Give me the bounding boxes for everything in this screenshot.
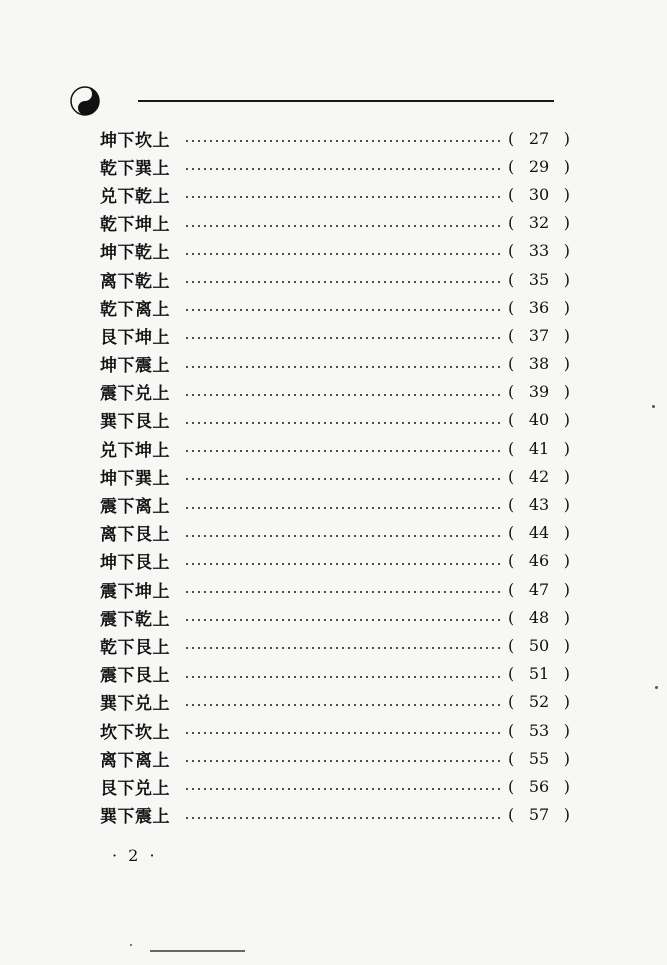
- page-number: 32: [528, 213, 550, 233]
- toc-entry: [100, 462, 570, 490]
- dot-leader: [184, 676, 500, 678]
- dot-leader: [184, 337, 500, 339]
- page-number: 53: [528, 720, 550, 740]
- open-paren: (: [508, 805, 515, 825]
- scan-speck: [130, 944, 132, 946]
- page-number: 33: [528, 241, 550, 261]
- close-paren: ): [563, 635, 570, 655]
- toc-entry: [100, 772, 570, 800]
- toc-entry-title: 震下离上: [100, 497, 170, 518]
- table-of-contents: [100, 124, 570, 829]
- open-paren: (: [508, 776, 515, 796]
- toc-entry: [100, 744, 570, 772]
- dot-leader: [184, 366, 500, 368]
- toc-entry: [100, 124, 570, 152]
- close-paren: ): [563, 523, 570, 543]
- open-paren: (: [508, 184, 515, 204]
- page-number: 40: [528, 410, 550, 430]
- close-paren: ): [563, 438, 570, 458]
- toc-entry-page: [508, 664, 570, 683]
- toc-entry-page: [508, 270, 570, 289]
- toc-entry-page: [508, 410, 570, 429]
- toc-entry-page: [508, 354, 570, 373]
- toc-entry: [100, 547, 570, 575]
- dot-leader: [184, 140, 500, 142]
- close-paren: ): [563, 354, 570, 374]
- toc-entry-page: [508, 523, 570, 542]
- toc-entry-page: [508, 213, 570, 232]
- toc-entry: [100, 688, 570, 716]
- toc-entry-title: 乾下巽上: [100, 158, 170, 179]
- close-paren: ): [563, 269, 570, 289]
- toc-entry-page: [508, 326, 570, 345]
- header-rule: [138, 100, 554, 102]
- toc-entry-title: 坤下乾上: [100, 243, 170, 264]
- toc-entry: [100, 293, 570, 321]
- toc-entry-page: [508, 608, 570, 627]
- bottom-rule: [150, 950, 245, 952]
- open-paren: (: [508, 466, 515, 486]
- page-number: 44: [528, 523, 550, 543]
- toc-entry-title: 震下兑上: [100, 384, 170, 405]
- page-number: 36: [528, 297, 550, 317]
- dot-leader: [184, 563, 500, 565]
- open-paren: (: [508, 297, 515, 317]
- page-number: 47: [528, 579, 550, 599]
- page-number: 51: [528, 664, 550, 684]
- toc-entry-title: 坤下震上: [100, 356, 170, 377]
- page-number: 52: [528, 692, 550, 712]
- dot-leader: [184, 281, 500, 283]
- close-paren: ): [563, 495, 570, 515]
- dot-leader: [184, 704, 500, 706]
- toc-entry-title: 艮下坤上: [100, 327, 170, 348]
- toc-entry: [100, 406, 570, 434]
- dot-leader: [184, 422, 500, 424]
- open-paren: (: [508, 241, 515, 261]
- open-paren: (: [508, 382, 515, 402]
- dot-leader: [184, 535, 500, 537]
- toc-entry-page: [508, 805, 570, 824]
- toc-entry: [100, 660, 570, 688]
- open-paren: (: [508, 635, 515, 655]
- toc-entry: [100, 180, 570, 208]
- toc-entry-page: [508, 241, 570, 260]
- dot-leader: [184, 619, 500, 621]
- dot-leader: [184, 309, 500, 311]
- toc-entry-page: [508, 298, 570, 317]
- dot-leader: [184, 788, 500, 790]
- close-paren: ): [563, 579, 570, 599]
- toc-entry-title: 离下艮上: [100, 525, 170, 546]
- taiji-icon: [70, 86, 100, 116]
- toc-entry-page: [508, 749, 570, 768]
- dot-leader: [184, 760, 500, 762]
- close-paren: ): [563, 382, 570, 402]
- close-paren: ): [563, 664, 570, 684]
- open-paren: (: [508, 410, 515, 430]
- toc-entry-page: [508, 495, 570, 514]
- close-paren: ): [563, 776, 570, 796]
- open-paren: (: [508, 156, 515, 176]
- toc-entry: [100, 265, 570, 293]
- open-paren: (: [508, 128, 515, 148]
- toc-entry: [100, 209, 570, 237]
- open-paren: (: [508, 354, 515, 374]
- toc-entry: [100, 321, 570, 349]
- page-number: 46: [528, 551, 550, 571]
- toc-entry-title: 乾下离上: [100, 299, 170, 320]
- toc-entry-page: [508, 777, 570, 796]
- dot-leader: [184, 450, 500, 452]
- dot-leader: [184, 591, 500, 593]
- toc-entry-page: [508, 551, 570, 570]
- open-paren: (: [508, 664, 515, 684]
- close-paren: ): [563, 692, 570, 712]
- toc-entry-title: 艮下兑上: [100, 778, 170, 799]
- toc-entry-page: [508, 439, 570, 458]
- toc-entry: [100, 237, 570, 265]
- page-number: 37: [528, 325, 550, 345]
- toc-entry-page: [508, 636, 570, 655]
- close-paren: ): [563, 128, 570, 148]
- toc-entry-title: 坎下坎上: [100, 722, 170, 743]
- toc-entry: [100, 575, 570, 603]
- toc-entry: [100, 152, 570, 180]
- toc-entry-page: [508, 185, 570, 204]
- close-paren: ): [563, 156, 570, 176]
- page-number: 30: [528, 184, 550, 204]
- open-paren: (: [508, 692, 515, 712]
- close-paren: ): [563, 410, 570, 430]
- page-number: 56: [528, 776, 550, 796]
- toc-entry-page: [508, 580, 570, 599]
- close-paren: ): [563, 184, 570, 204]
- toc-entry: [100, 378, 570, 406]
- page-number: 43: [528, 495, 550, 515]
- toc-entry: [100, 716, 570, 744]
- toc-entry: [100, 519, 570, 547]
- toc-entry-title: 乾下坤上: [100, 215, 170, 236]
- toc-entry-title: 坤下坎上: [100, 130, 170, 151]
- dot-leader: [184, 507, 500, 509]
- page-number: 35: [528, 269, 550, 289]
- toc-entry-title: 震下乾上: [100, 609, 170, 630]
- close-paren: ): [563, 241, 570, 261]
- page-folio: · 2 ·: [112, 846, 158, 865]
- close-paren: ): [563, 805, 570, 825]
- scan-speck: [655, 686, 658, 689]
- toc-entry-title: 巽下艮上: [100, 412, 170, 433]
- toc-entry-title: 离下离上: [100, 750, 170, 771]
- open-paren: (: [508, 495, 515, 515]
- toc-entry-title: 兑下坤上: [100, 440, 170, 461]
- page-number: 41: [528, 438, 550, 458]
- dot-leader: [184, 732, 500, 734]
- dot-leader: [184, 478, 500, 480]
- dot-leader: [184, 168, 500, 170]
- close-paren: ): [563, 466, 570, 486]
- close-paren: ): [563, 607, 570, 627]
- toc-entry-page: [508, 467, 570, 486]
- dot-leader: [184, 225, 500, 227]
- toc-entry-page: [508, 692, 570, 711]
- open-paren: (: [508, 607, 515, 627]
- toc-entry-page: [508, 157, 570, 176]
- open-paren: (: [508, 213, 515, 233]
- toc-entry-title: 乾下艮上: [100, 637, 170, 658]
- toc-entry-title: 巽下震上: [100, 807, 170, 828]
- toc-entry-title: 震下坤上: [100, 581, 170, 602]
- toc-entry-title: 震下艮上: [100, 666, 170, 687]
- page-number: 57: [528, 805, 550, 825]
- toc-entry-title: 离下乾上: [100, 271, 170, 292]
- toc-entry: [100, 631, 570, 659]
- dot-leader: [184, 196, 500, 198]
- open-paren: (: [508, 551, 515, 571]
- toc-entry-page: [508, 129, 570, 148]
- page-number: 50: [528, 635, 550, 655]
- close-paren: ): [563, 748, 570, 768]
- toc-entry: [100, 350, 570, 378]
- dot-leader: [184, 394, 500, 396]
- toc-entry-page: [508, 721, 570, 740]
- page-number: 48: [528, 607, 550, 627]
- toc-entry-title: 坤下艮上: [100, 553, 170, 574]
- close-paren: ): [563, 297, 570, 317]
- toc-entry: [100, 801, 570, 829]
- toc-entry-title: 巽下兑上: [100, 694, 170, 715]
- open-paren: (: [508, 438, 515, 458]
- page-number: 39: [528, 382, 550, 402]
- page-number: 29: [528, 156, 550, 176]
- open-paren: (: [508, 325, 515, 345]
- toc-entry: [100, 434, 570, 462]
- page-number: 42: [528, 466, 550, 486]
- dot-leader: [184, 253, 500, 255]
- toc-entry: [100, 490, 570, 518]
- toc-entry: [100, 603, 570, 631]
- close-paren: ): [563, 325, 570, 345]
- open-paren: (: [508, 720, 515, 740]
- toc-entry-page: [508, 382, 570, 401]
- page-number: 55: [528, 748, 550, 768]
- scan-speck: [652, 405, 655, 408]
- open-paren: (: [508, 579, 515, 599]
- dot-leader: [184, 647, 500, 649]
- page-number: 27: [528, 128, 550, 148]
- close-paren: ): [563, 720, 570, 740]
- toc-entry-title: 兑下乾上: [100, 186, 170, 207]
- dot-leader: [184, 817, 500, 819]
- open-paren: (: [508, 748, 515, 768]
- close-paren: ): [563, 551, 570, 571]
- open-paren: (: [508, 523, 515, 543]
- open-paren: (: [508, 269, 515, 289]
- toc-entry-title: 坤下巽上: [100, 468, 170, 489]
- page-number: 38: [528, 354, 550, 374]
- close-paren: ): [563, 213, 570, 233]
